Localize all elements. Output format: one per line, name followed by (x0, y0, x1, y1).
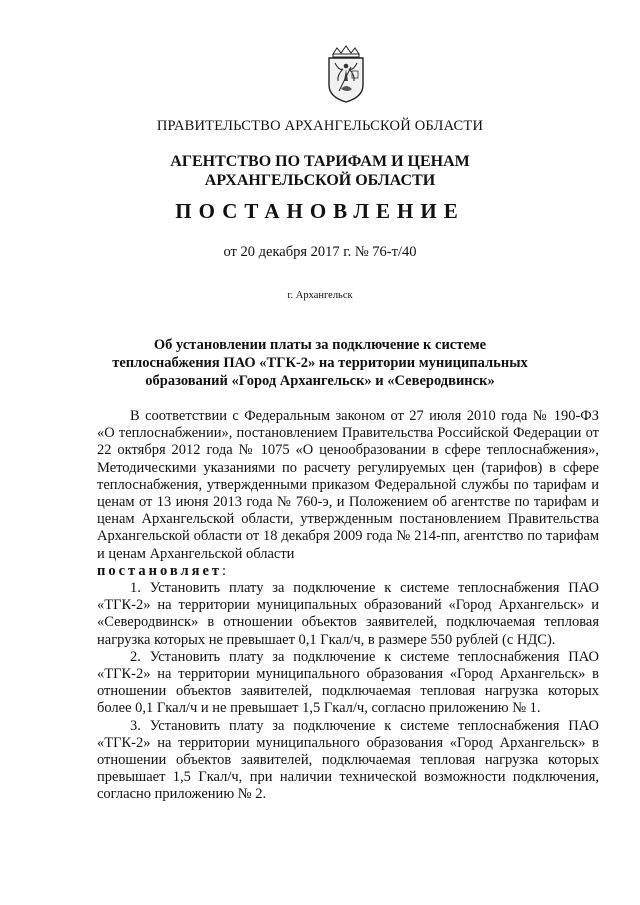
agency-name (0, 152, 640, 190)
document-type-title: ПОСТАНОВЛЕНИЕ (175, 199, 465, 223)
resolves-line (97, 563, 599, 580)
resolves-word: постановляет (97, 562, 223, 579)
agency-name-line1: АГЕНТСТВО ПО ТАРИФАМ И ЦЕНАМ (170, 153, 470, 170)
item-paragraph-2: 2. Установить плату за подключение к системе теплоснабжения ПАО «ТГК-2» на территории муниципального образования «Город Архангельск» в отношении объектов заявителей, подключаемая тепловая нагрузка которых более 0,1 Гкал/ч и не превышает 1,5 Гкал/ч, согласно приложению № 1. (97, 648, 599, 717)
item-paragraph-1: 1. Установить плату за подключение к системе теплоснабжения ПАО «ТГК-2» на территории муниципальных образований «Город Архангельск» и «Северодвинск» в отношении объектов заявителей, подключаемая тепловая нагрузка которых не превышает 0,1 Гкал/ч, в размере 550 рублей (с НДС). (97, 580, 599, 648)
resolves-colon: : (222, 562, 227, 579)
item-paragraph-3: 3. Установить плату за подключение к системе теплоснабжения ПАО «ТГК-2» на территории муниципального образования «Город Архангельск» в отношении объектов заявителей, подключаемая тепловая нагрузка которых превышает 1,5 Гкал/ч, при наличии технической возможности подключения, согласно приложению № 2. (97, 717, 599, 803)
preamble-paragraph: В соответствии с Федеральным законом от 27 июля 2010 года № 190-ФЗ «О теплоснабжении», постановлением Правительства Российской Федерации от 22 октября 2012 года № 1075 «О ценообразовании в сфере теплоснабжения», Методическими указаниями по расчету регулируемых цен (тарифов) в сфере теплоснабжения, утвержденными приказом Федеральной службы по тарифам и ценам от 13 июня 2013 года № 760-э, и Положением об агентстве по тарифам и ценам Архангельской области, утвержденным постановлением Правительства Архангельской области от 18 декабря 2009 года № 214-пп, агентство по тарифам и ценам Архангельской области (97, 408, 599, 562)
decree-subject (0, 336, 640, 390)
archangel-coat-of-arms-icon (325, 45, 367, 103)
decree-body (97, 408, 599, 804)
subject-line2: теплоснабжения ПАО «ТГК-2» на территории муниципальных (112, 355, 528, 371)
decree-date-number: от 20 декабря 2017 г. № 76-т/40 (223, 244, 417, 260)
issue-city: г. Архангельск (287, 290, 353, 301)
government-name: ПРАВИТЕЛЬСТВО АРХАНГЕЛЬСКОЙ ОБЛАСТИ (156, 118, 484, 134)
subject-line1: Об установлении платы за подключение к системе (153, 337, 487, 353)
subject-line3: образований «Город Архангельск» и «Северодвинск» (145, 373, 495, 389)
agency-name-line2: АРХАНГЕЛЬСКОЙ ОБЛАСТИ (204, 172, 436, 189)
